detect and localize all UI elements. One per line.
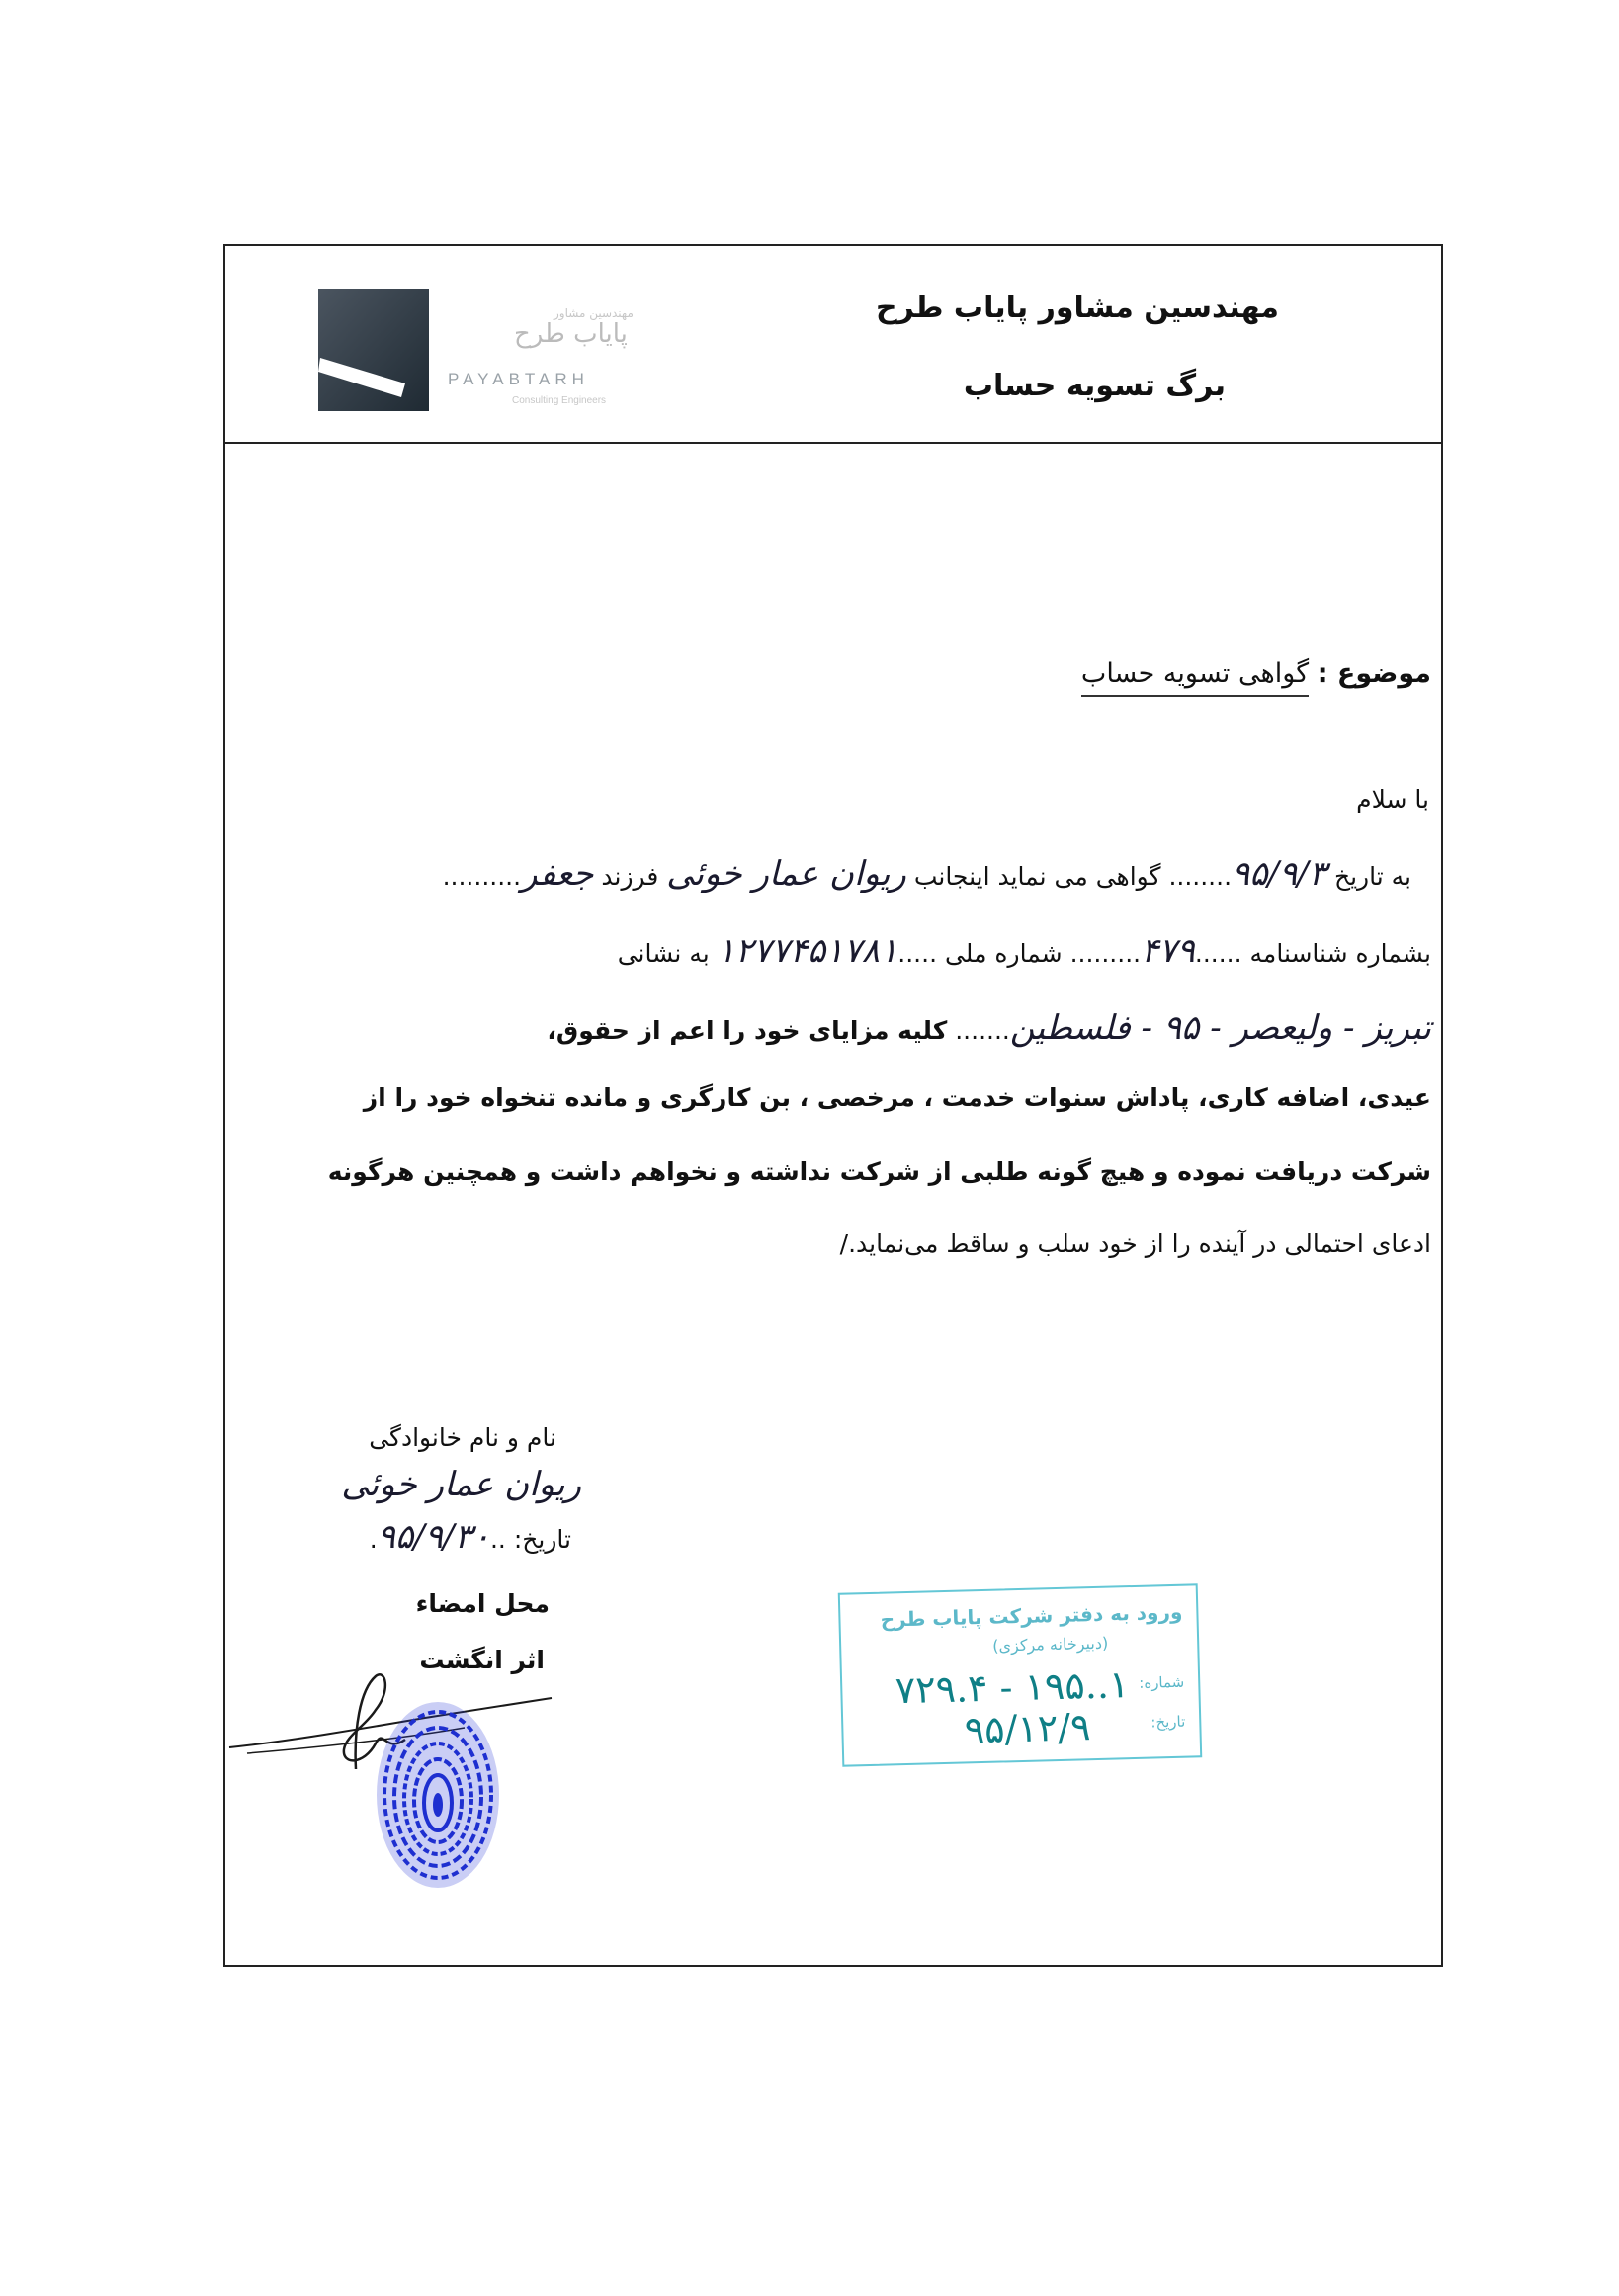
body-line-4: عیدی، اضافه کاری، پاداش سنوات خدمت ، مرخصی ، بن کارگری و مانده تنخواه خود را از — [363, 1083, 1431, 1112]
fingerprint-label: اثر انگشت — [419, 1646, 545, 1674]
handwritten-date: ۹۵/۹/۳ — [1232, 854, 1326, 893]
subject-value: گواهی تسویه حساب — [1081, 658, 1309, 697]
logo-english-subtitle: Consulting Engineers — [512, 395, 607, 406]
logo-persian-subtitle: مهندسین مشاور — [554, 306, 634, 320]
stamp-date: ۹۵/۱۲/۹ — [964, 1705, 1091, 1752]
text-fragment: بشماره شناسنامه — [1249, 939, 1431, 968]
text-fragment: گواهی می نماید اینجانب — [913, 862, 1161, 891]
company-name: مهندسین مشاور پایاب طرح — [875, 291, 1279, 325]
form-title: برگ تسویه حساب — [963, 369, 1226, 403]
body-line-3: تبریز - ولیعصر - ۹۵ - فلسطین....... کلیه مزایای خود را اعم از حقوق، — [547, 1008, 1431, 1048]
header-divider — [223, 442, 1443, 444]
handwritten-name: ریوان عمار خوئی — [666, 854, 906, 893]
text-fragment: به نشانی — [617, 939, 710, 968]
handwritten-id-number: ۴۷۹ — [1141, 931, 1195, 971]
subject-line — [1081, 658, 1431, 689]
body-line-5: شرکت دریافت نموده و هیچ گونه طلبی از شرکت نداشته و نخواهم داشت و همچنین هرگونه — [327, 1157, 1431, 1186]
fingerprint-icon — [372, 1696, 505, 1894]
stamp-number-label: شماره: — [1139, 1672, 1185, 1692]
signature-place-label: محل امضاء — [415, 1589, 550, 1618]
date-line: تاریخ: ..۹۵/۹/۳۰. — [369, 1517, 571, 1557]
handwritten-full-name: ریوان عمار خوئی — [341, 1465, 581, 1504]
body-line-6: ادعای احتمالی در آینده را از خود سلب و ساقط می‌نماید./ — [839, 1230, 1431, 1258]
text-fragment: به تاریخ — [1333, 862, 1411, 891]
logo-english-name: PAYABTARH — [448, 370, 589, 388]
date-label: تاریخ: — [513, 1525, 571, 1554]
body-line-2: بشماره شناسنامه ......۴۷۹......... شماره ملی .....۱۲۷۷۴۵۱۷۸۱ به نشانی — [617, 931, 1431, 971]
registration-stamp — [838, 1583, 1202, 1766]
handwritten-national-id: ۱۲۷۷۴۵۱۷۸۱ — [717, 931, 898, 971]
text-fragment: فرزند — [601, 862, 659, 891]
full-name-label: نام و نام خانوادگی — [369, 1423, 556, 1452]
body-line-1: به تاریخ ۹۵/۹/۳........ گواهی می نماید اینجانب ریوان عمار خوئی فرزند جعفر.......... — [442, 854, 1411, 893]
handwritten-sign-date: ۹۵/۹/۳۰ — [377, 1517, 490, 1557]
handwritten-address: تبریز - ولیعصر - ۹۵ - فلسطین — [1009, 1008, 1431, 1048]
handwritten-father-name: جعفر — [521, 854, 594, 893]
logo-persian-name: پایاب طرح — [514, 319, 628, 349]
stamp-title: ورود به دفتر شرکت پایاب طرح — [880, 1599, 1183, 1632]
greeting: با سلام — [1356, 785, 1429, 813]
company-logo — [318, 289, 429, 411]
subject-label: موضوع : — [1317, 658, 1431, 689]
stamp-subtitle: (دبیرخانه مرکزی) — [991, 1633, 1109, 1656]
stamp-number: ۱..۱۹۵ - ۷۲۹.۴ — [895, 1662, 1130, 1713]
stamp-date-label: تاریخ: — [1150, 1712, 1186, 1732]
text-fragment: کلیه مزایای خود را اعم از حقوق، — [547, 1016, 948, 1045]
text-fragment: شماره ملی — [944, 939, 1063, 968]
